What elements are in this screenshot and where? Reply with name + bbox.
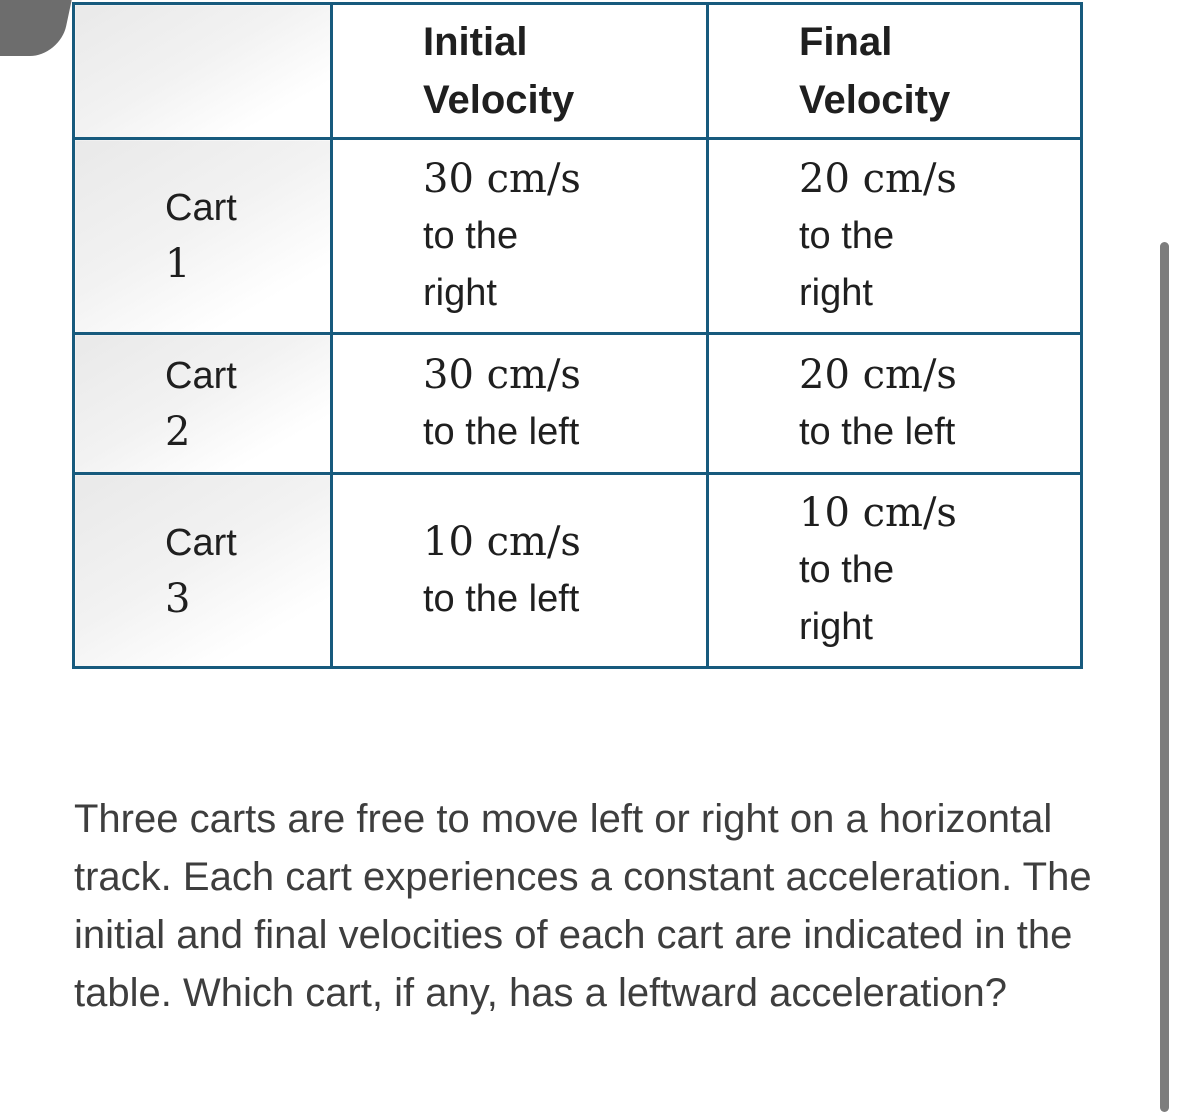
velocity-value: 10 cm/s bbox=[423, 518, 581, 565]
direction-text: to the left bbox=[423, 577, 580, 620]
final-velocity-cell bbox=[708, 139, 1082, 334]
velocity-value: 10 cm/s bbox=[799, 490, 957, 536]
cart-word: Cart bbox=[165, 187, 237, 229]
cart-number: 1 bbox=[165, 241, 191, 287]
direction-text: to the bbox=[799, 549, 895, 591]
header-empty-cell bbox=[74, 4, 332, 139]
initial-velocity-cell bbox=[332, 474, 708, 668]
velocity-value: 20 cm/s bbox=[799, 155, 957, 202]
cart-word: Cart bbox=[165, 521, 237, 564]
final-velocity-cell bbox=[708, 474, 1082, 668]
direction-text: to the left bbox=[799, 410, 956, 453]
table-row bbox=[74, 334, 1082, 474]
table-row bbox=[74, 139, 1082, 334]
direction-text: to the left bbox=[423, 410, 580, 453]
velocity-value: 30 cm/s bbox=[423, 155, 581, 202]
corner-tab bbox=[0, 0, 80, 56]
initial-velocity-cell bbox=[332, 334, 708, 474]
header-text: Velocity bbox=[423, 78, 575, 122]
cart-label-cell bbox=[74, 474, 332, 668]
direction-text: right bbox=[423, 271, 497, 314]
direction-text: to the bbox=[423, 214, 519, 257]
cart-label-cell bbox=[74, 139, 332, 334]
direction-text: right bbox=[799, 606, 873, 648]
scrollbar[interactable] bbox=[1160, 242, 1169, 1112]
cart-label-cell bbox=[74, 334, 332, 474]
cart-number: 2 bbox=[165, 408, 191, 455]
velocity-value: 20 cm/s bbox=[799, 351, 957, 398]
header-final-velocity bbox=[708, 4, 1082, 139]
question-text: Three carts are free to move left or right on a horizontal track. Each cart experiences a constant acceleration. The initial and final velocities of each cart are indicated in the table. Which cart, if any, has a leftward acceleration? bbox=[74, 797, 1092, 1015]
header-text: Final bbox=[799, 20, 893, 64]
table-header-row bbox=[74, 4, 1082, 139]
velocity-table bbox=[72, 2, 1083, 669]
cart-word: Cart bbox=[165, 354, 237, 397]
header-text: Initial bbox=[423, 20, 528, 64]
cart-number: 3 bbox=[165, 575, 191, 622]
final-velocity-cell bbox=[708, 334, 1082, 474]
header-initial-velocity bbox=[332, 4, 708, 139]
initial-velocity-cell bbox=[332, 139, 708, 334]
header-text: Velocity bbox=[799, 78, 951, 122]
direction-text: to the bbox=[799, 214, 895, 257]
velocity-value: 30 cm/s bbox=[423, 351, 581, 398]
table-row bbox=[74, 474, 1082, 668]
direction-text: right bbox=[799, 271, 873, 314]
